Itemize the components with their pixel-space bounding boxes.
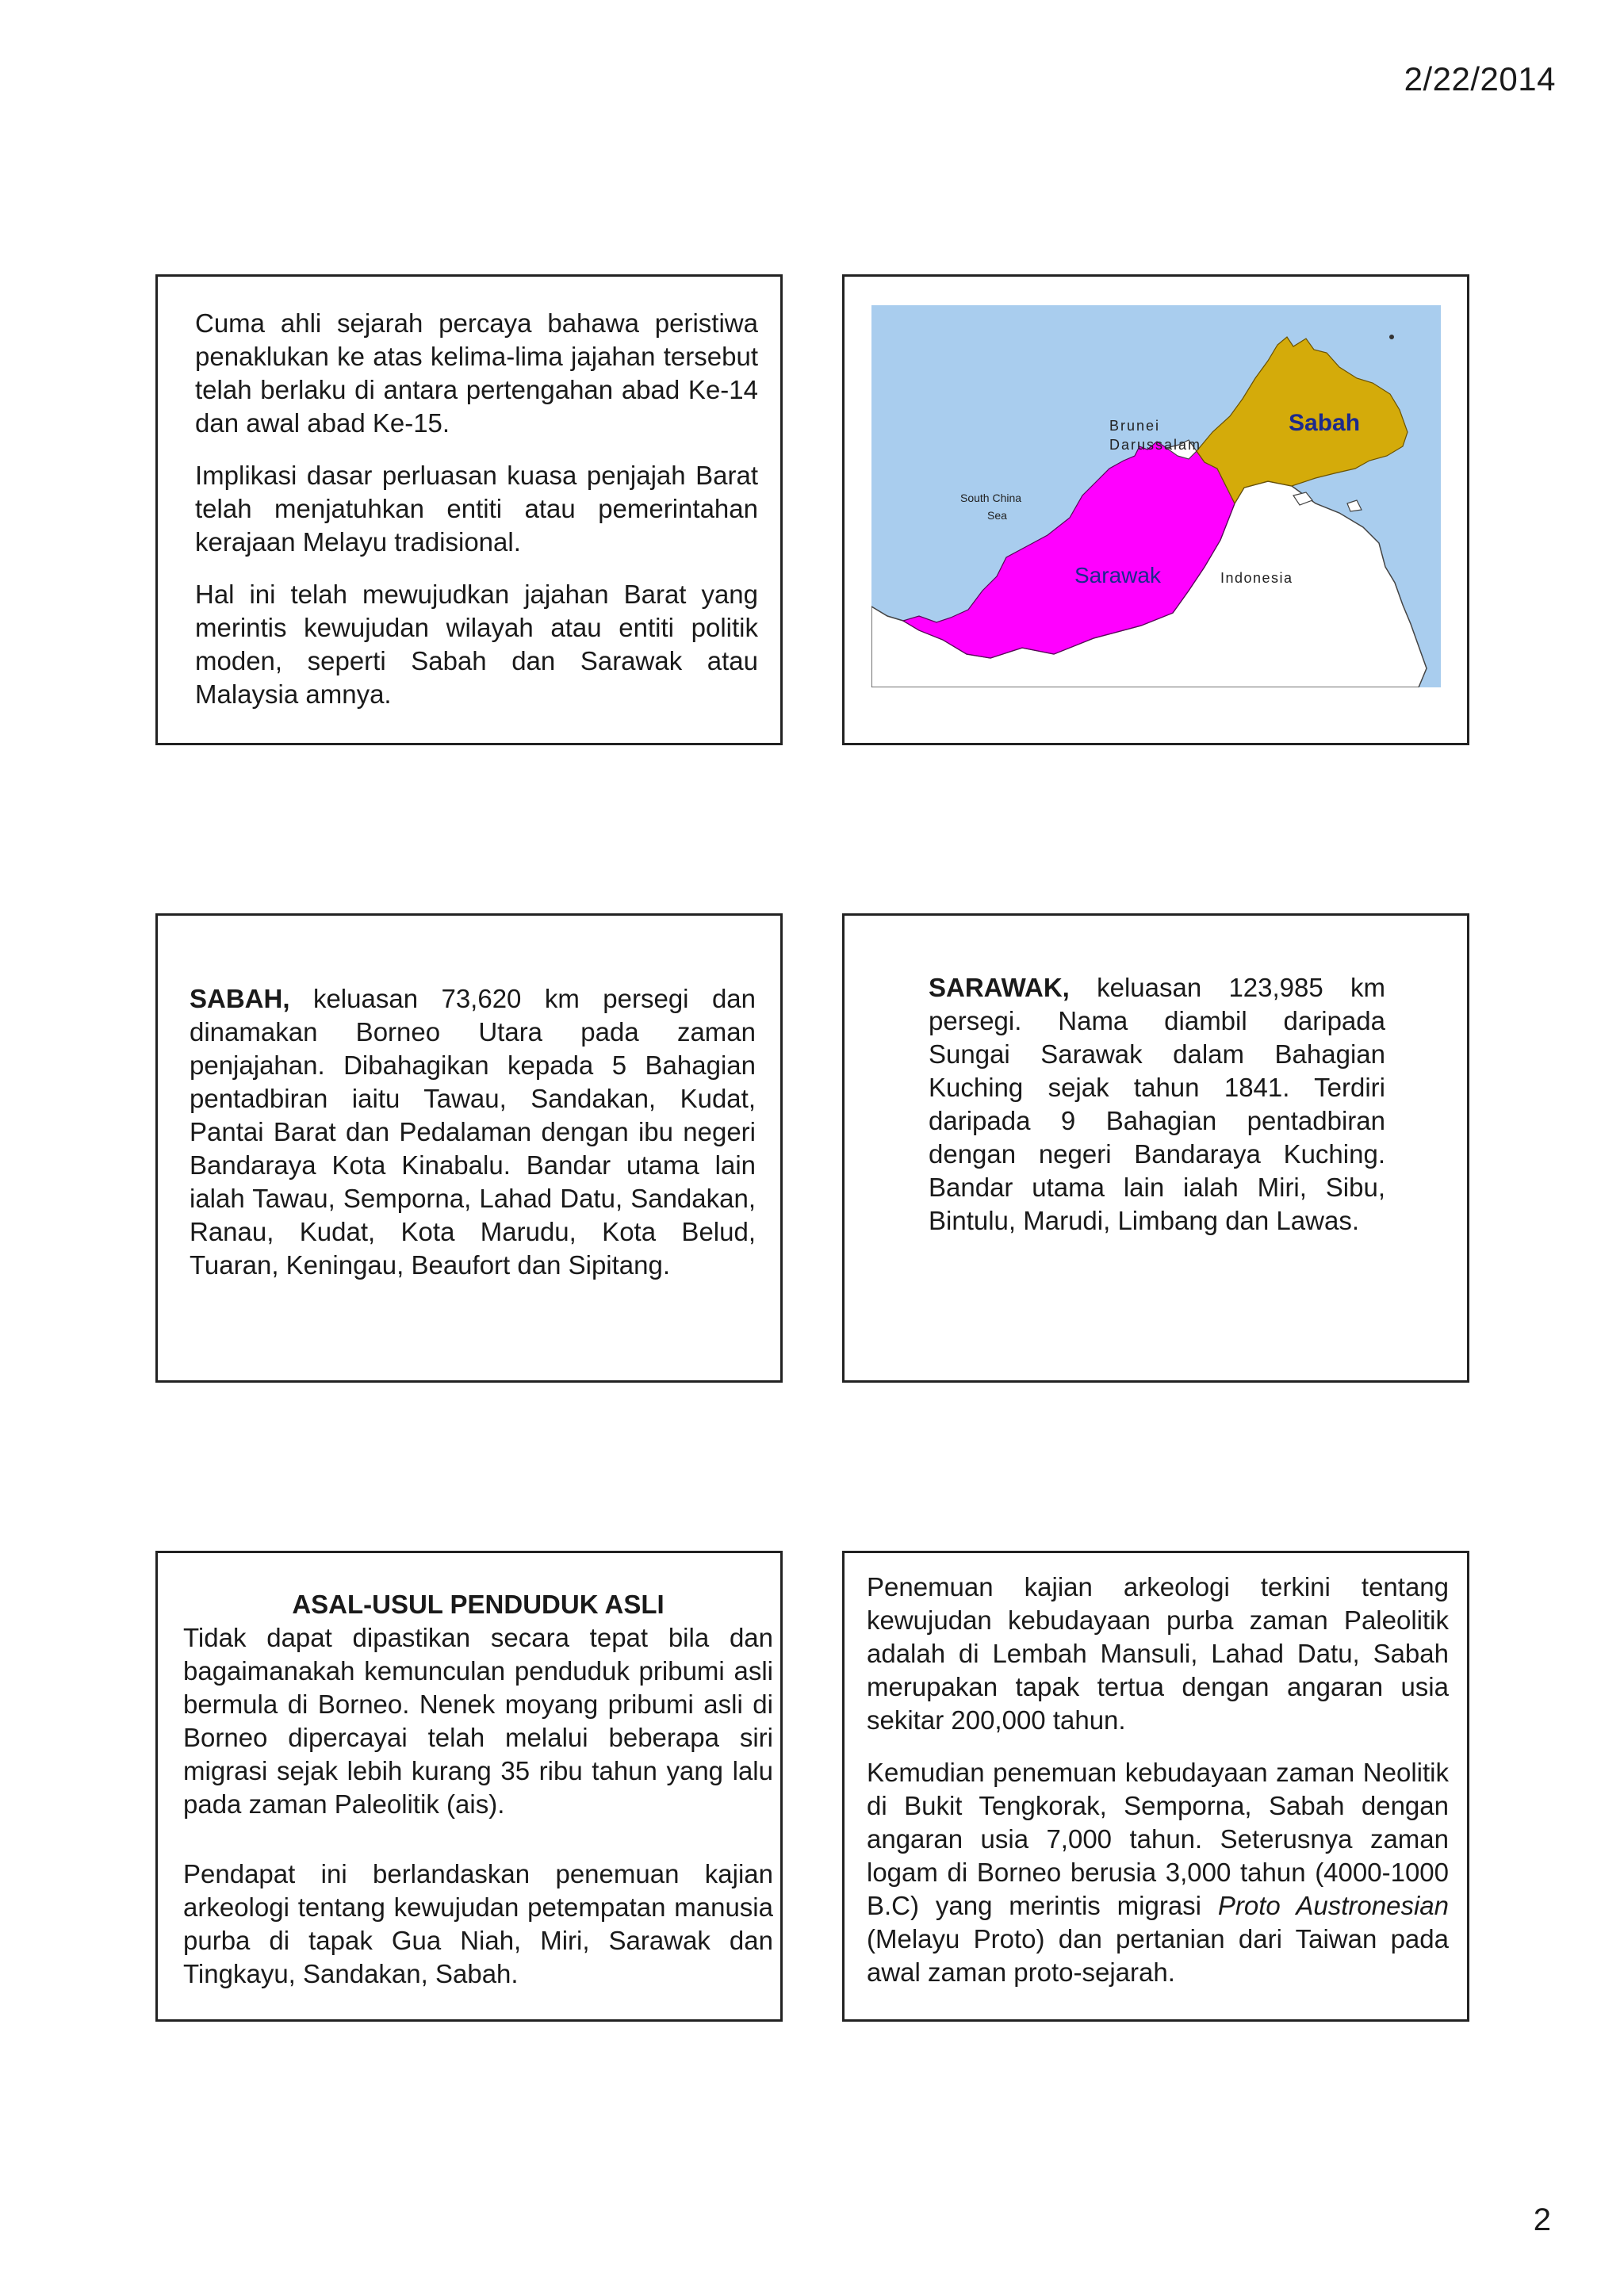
slide-1-paragraph: Cuma ahli sejarah percaya bahawa peristiwa penaklukan ke atas kelima-lima jajahan tersebut telah berlaku di antara pertengahan abad Ke-14 dan awal abad Ke-15. bbox=[195, 308, 758, 438]
borneo-map-graphic bbox=[871, 305, 1441, 687]
map-label-sabah: Sabah bbox=[1289, 410, 1361, 436]
slide-5-heading: ASAL-USUL PENDUDUK ASLI bbox=[292, 1590, 665, 1619]
map-label-brunei: Darussalam bbox=[1109, 437, 1202, 453]
slide-6-text-part: (Melayu Proto) dan pertanian dari Taiwan pada awal zaman proto-sejarah. bbox=[867, 1924, 1449, 1987]
map-label-sarawak: Sarawak bbox=[1074, 563, 1161, 587]
island bbox=[1389, 335, 1394, 339]
page-number: 2 bbox=[1533, 2202, 1551, 2237]
map-label-south-china-sea: Sea bbox=[987, 509, 1007, 522]
slide-6-paragraph bbox=[867, 1756, 1449, 1989]
slide-1 bbox=[155, 274, 783, 745]
slide-4-lead: SARAWAK, bbox=[929, 973, 1070, 1002]
slide-5-text bbox=[183, 1588, 773, 2010]
slide-4-body: keluasan 123,985 km persegi. Nama diambil daripada Sungai Sarawak dalam Bahagian Kuching sejak tahun 1841. Terdiri daripada 9 Bahagian pentadbiran dengan negeri Bandaraya Kuching. Bandar utama lain ialah Miri, Sibu, Bintulu, Marudi, Limbang dan Lawas. bbox=[929, 973, 1385, 1235]
slide-6-italic-term: Proto Austronesian bbox=[1217, 1891, 1449, 1920]
slide-5 bbox=[155, 1551, 783, 2022]
slide-5-paragraph: Tidak dapat dipastikan secara tepat bila dan bagaimanakah kemunculan penduduk pribumi asli bermula di Borneo. Nenek moyang pribumi asli di Borneo dipercayai telah melalui beberapa siri migrasi sejak lebih kurang 35 ribu tahun yang lalu pada zaman Paleolitik (ais). bbox=[183, 1623, 773, 1819]
slide-6 bbox=[842, 1551, 1469, 2022]
slide-4 bbox=[842, 913, 1469, 1383]
slide-1-text bbox=[195, 307, 758, 730]
borneo-map bbox=[871, 305, 1441, 687]
slide-5-paragraph: Pendapat ini berlandaskan penemuan kajian arkeologi tentang kewujudan petempatan manusia purba di tapak Gua Niah, Miri, Sarawak dan Tingkayu, Sandakan, Sabah. bbox=[183, 1859, 773, 1988]
page-date: 2/22/2014 bbox=[1404, 60, 1556, 98]
slide-1-paragraph: Implikasi dasar perluasan kuasa penjajah Barat telah menjatuhkan entiti atau pemerintahan kerajaan Melayu tradisional. bbox=[195, 461, 758, 557]
slide-3-text bbox=[190, 982, 756, 1282]
slide-6-text bbox=[867, 1571, 1449, 2008]
slide-3 bbox=[155, 913, 783, 1383]
slide-1-paragraph: Hal ini telah mewujudkan jajahan Barat yang merintis kewujudan wilayah atau entiti politik moden, seperti Sabah dan Sarawak atau Malaysia amnya. bbox=[195, 580, 758, 709]
map-label-indonesia: Indonesia bbox=[1220, 570, 1293, 586]
slide-6-text-part: Kemudian penemuan kebudayaan zaman Neolitik di Bukit Tengkorak, Semporna, Sabah dengan angaran usia 7,000 tahun. Seterusnya zaman logam di Borneo berusia 3,000 tahun (4000-1000 B.C) yang merintis migrasi bbox=[867, 1758, 1449, 1920]
map-label-brunei: Brunei bbox=[1109, 418, 1161, 434]
map-label-south-china-sea: South China bbox=[960, 492, 1022, 504]
slide-3-body: keluasan 73,620 km persegi dan dinamakan Borneo Utara pada zaman penjajahan. Dibahagikan kepada 5 Bahagian pentadbiran iaitu Tawau, Sandakan, Kudat, Pantai Barat dan Pedalaman dengan ibu negeri Bandaraya Kota Kinabalu. Bandar utama lain ialah Tawau, Semporna, Lahad Datu, Sandakan, Ranau, Kudat, Kota Marudu, Kota Belud, Tuaran, Keningau, Beaufort dan Sipitang. bbox=[190, 984, 756, 1280]
slide-2 bbox=[842, 274, 1469, 745]
slide-6-paragraph: Penemuan kajian arkeologi terkini tentang kewujudan kebudayaan purba zaman Paleolitik adalah di Lembah Mansuli, Lahad Datu, Sabah merupakan tapak tertua dengan angaran usia sekitar 200,000 tahun. bbox=[867, 1572, 1449, 1735]
slide-4-text bbox=[929, 971, 1385, 1238]
slide-3-lead: SABAH, bbox=[190, 984, 290, 1013]
